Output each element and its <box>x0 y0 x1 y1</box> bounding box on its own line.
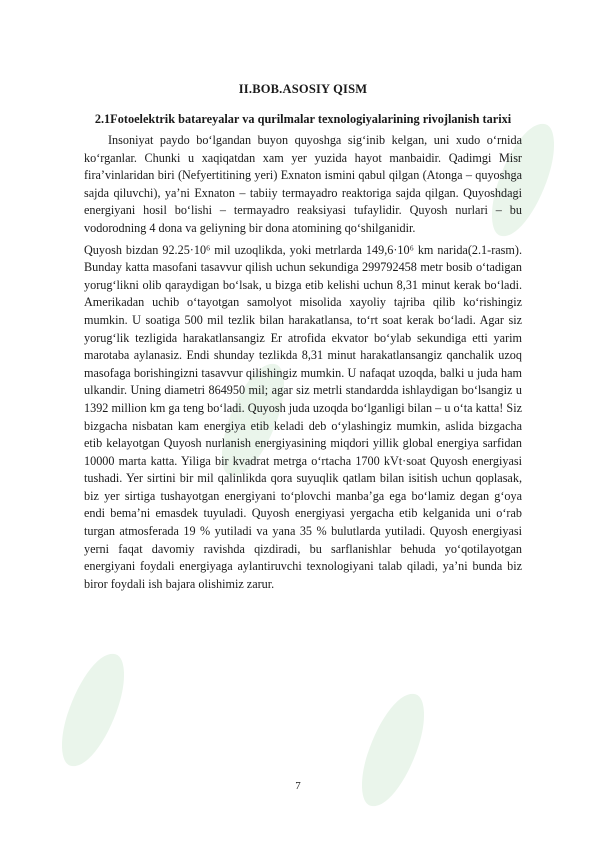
section-title: 2.1Fotoelektrik batareyalar va qurilmalar texnologiyalarining rivojlanish tarixi <box>94 112 512 126</box>
paragraph: Insoniyat paydo bo‘lgandan buyon quyoshga sig‘inib kelgan, uni xudo o‘rnida ko‘rganlar. Chunki u xaqiqatdan xam yer yuzida hayot manbaidir. Qadimgi Misr fira’vinlaridan biri (Nefyertitining yeri) Exnaton ismini qabul qilgan (Atonga – quyoshga sajda qiluvchi), ya’ni Exnaton – tabiiy termayadro reaktoriga sajda qilgan. Quyoshdagi energiyani hosil bo‘lishi – termayadro reaksiyasi tufaylidir. Quyosh nurlari – bu vodorodning 4 dona va geliyning bir dona atomining qo‘shilganidir. <box>84 133 522 235</box>
watermark-leaf-icon <box>353 686 434 814</box>
page-number: 7 <box>295 780 301 792</box>
watermark-leaf-icon <box>53 646 134 774</box>
paragraph: Quyosh bizdan 92.25·10⁶ mil uzoqlikda, yoki metrlarda 149,6·10⁶ km narida(2.1-rasm). Bunday katta masofani tasavvur qilish uchun sekundiga 299792458 metr bosib o‘tadigan yorug‘likni olib qaraydigan bo‘lsak, u bizga etib kelishi uchun 8,31 minut kerak bo‘ladi. Amerikadan uchib o‘tayotgan samolyot misolida xayoliy tajriba qilib ko‘rishingiz mumkin. U soatiga 500 mil tezlik bilan harakatlansa, to‘rt soat kerak bo‘ladi. Agar siz yorug‘lik tezligida harakatlansangiz Er atrofida ekvator bo‘ylab sekundiga etti yarim marotaba aylanasiz. Endi shunday tezlikda 8,31 minut harakatlansangiz qanchalik uzoq masofaga borishingizni tasavvur qilishingiz mumkin. U nafaqat uzoqda, balki u juda ham ulkandir. Uning diametri 864950 mil; agar siz metrli standardda ishlaydigan bo‘lsangiz u 1392 million km ga teng bo‘ladi. Quyosh juda uzoqda bo‘lganligi bilan – u o‘ta katta! Siz bizgacha nisbatan kam energiya etib keladi deb o‘ylashingiz mumkin, aslida bizgacha etib kelayotgan Quyosh nurlanish energiyasining miqdori yillik global energiya sarfidan 10000 marta katta. Yiliga bir kvadrat metrga o‘rtacha 1700 kVt·soat Quyosh energiyasi tushadi. Yer sirtini bir mil qalinlikda qora suyuqlik qatlam bilan isitish uchun qoplasak, biz yer sirtiga tushayotgan energiyani to‘plovchi manba’ga ega bo‘lamiz degan g‘oya endi bema’ni emasdek tuyuladi. Quyosh energiyasi yergacha etib kelganida uni o‘rab turgan atmosferada 19 % yutiladi va yana 35 % bulutlarda yutiladi. Quyosh energiyasi yerni faqat davomiy ravishda qizdiradi, bu sarflanishlar behuda yo‘qotilayotgan energiyani foydali energiyaga aylantiruvchi texnologiyani talab qiladi, ya’ni bunda biz biror foydali ish bajara olishimiz zarur. <box>84 242 522 591</box>
page-content <box>84 82 522 593</box>
chapter-title: II.BOB.ASOSIY QISM <box>238 82 368 96</box>
